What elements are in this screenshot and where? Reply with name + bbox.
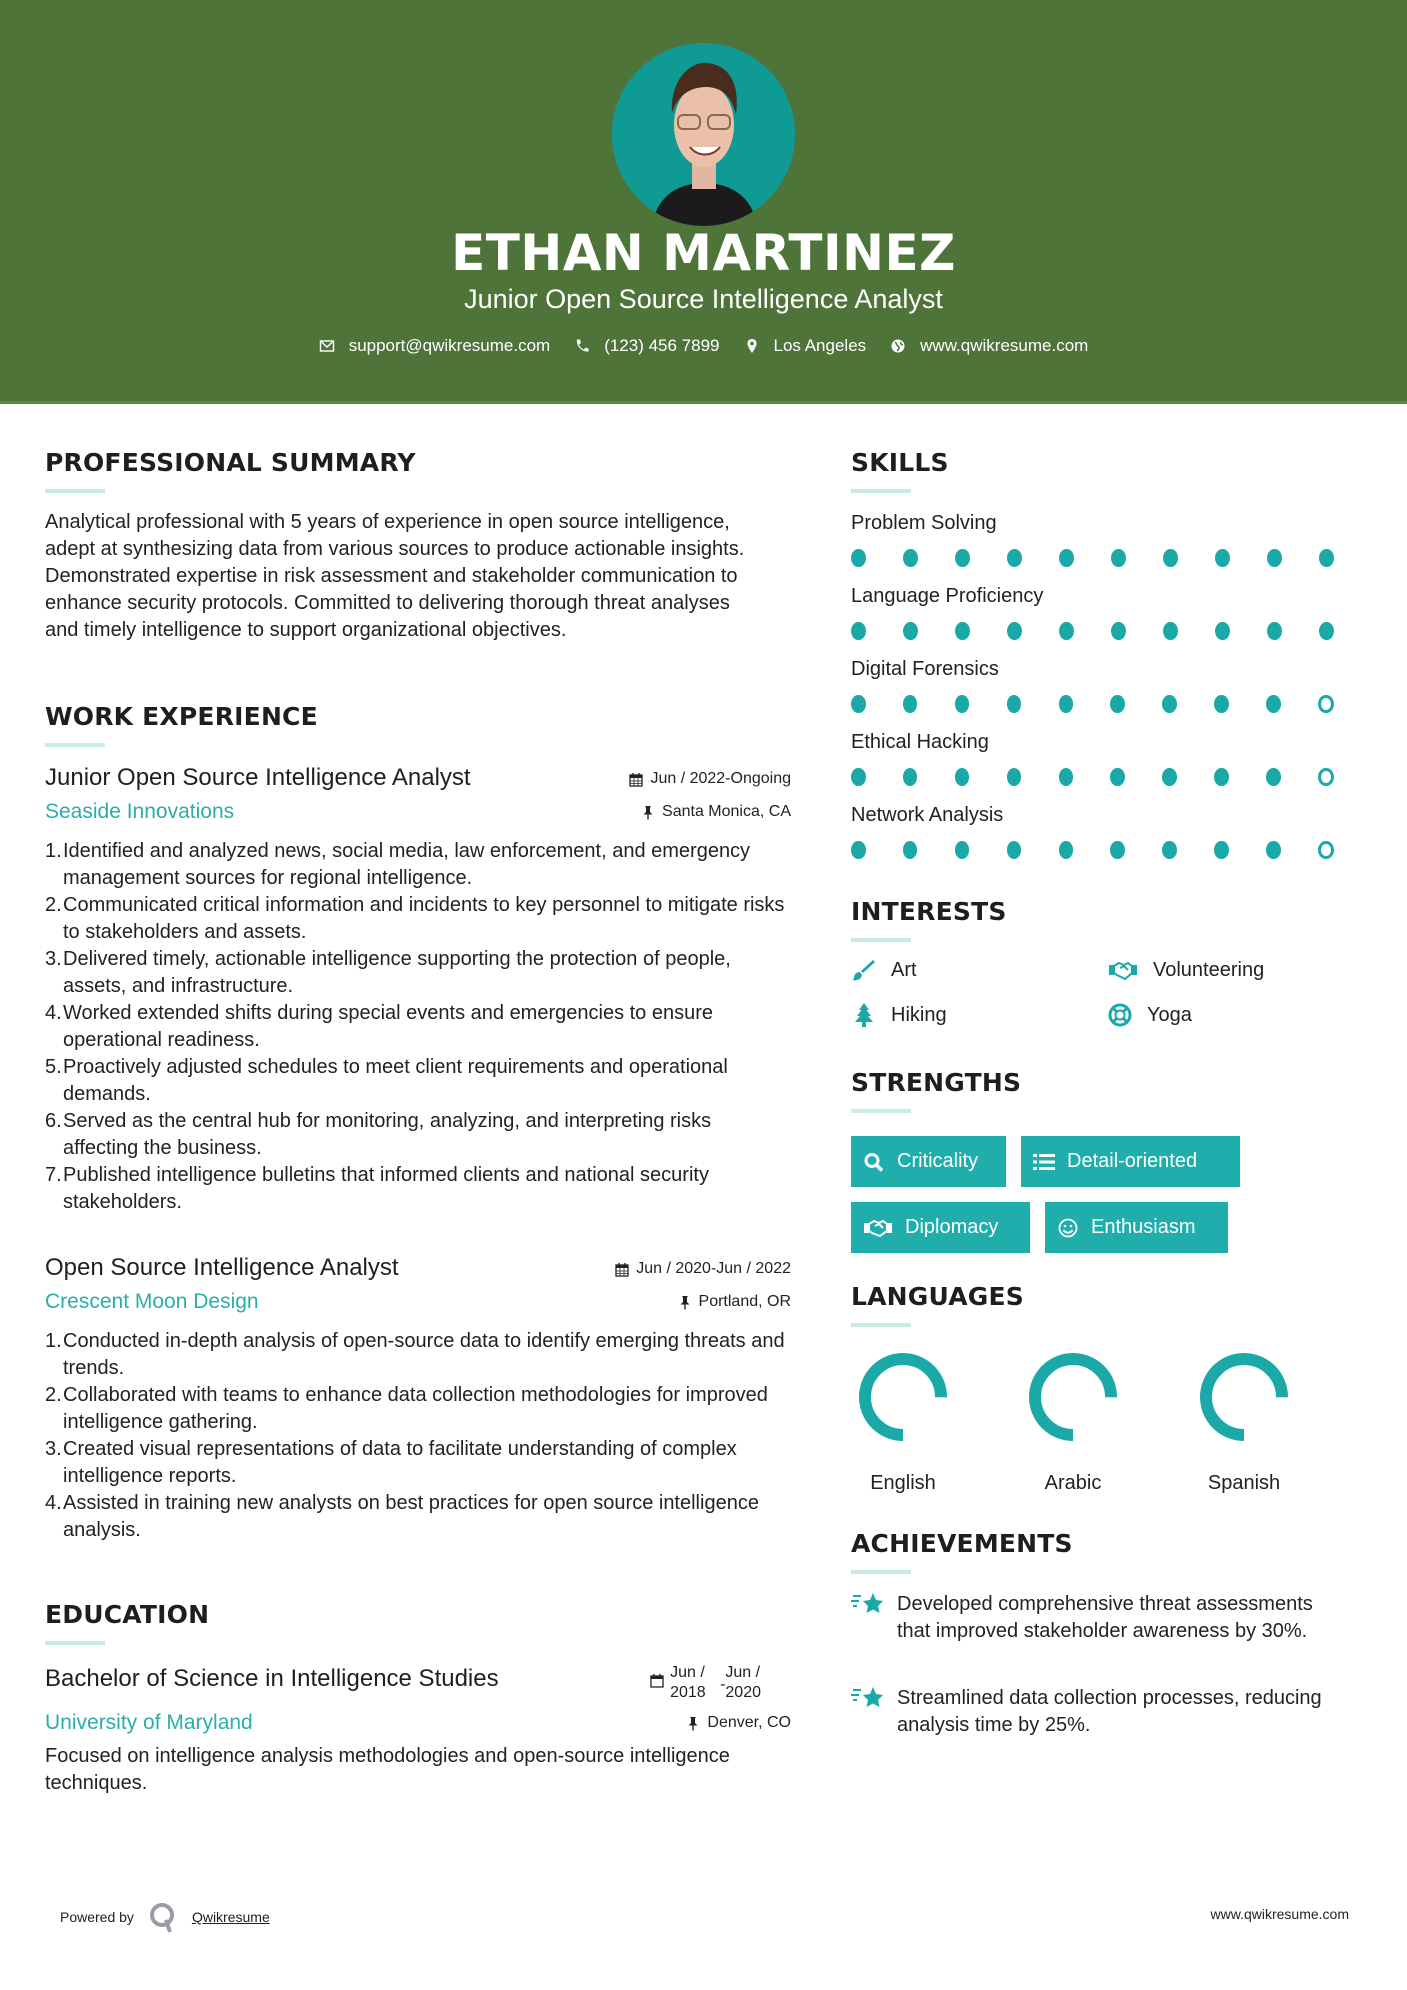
handshake-icon [1107, 958, 1139, 982]
skill-item: Ethical Hacking [851, 731, 1371, 786]
contact-website[interactable] [890, 336, 1088, 356]
language-item: Arabic [1003, 1352, 1143, 1495]
job-dates: Jun / 2022-Ongoing [629, 770, 791, 788]
section-accent-line [45, 1641, 105, 1645]
phone-icon [574, 338, 590, 354]
list-item: 1. Identified and analyzed news, social media, law enforcement, and emergency management sources for regional intelligence. [45, 840, 751, 889]
achievement-item: Streamlined data collection processes, reducing analysis time by 25%. [851, 1685, 1351, 1739]
interest-item: Art [851, 958, 917, 982]
envelope-icon [319, 338, 335, 354]
language-item: Spanish [1174, 1352, 1314, 1495]
interest-item: Volunteering [1107, 958, 1264, 982]
skill-rating [851, 841, 1371, 859]
contact-phone[interactable] [574, 336, 719, 356]
list-item: 2. Collaborated with teams to enhance data collection methodologies for improved intelligence gathering. [45, 1384, 768, 1433]
job-bullets [45, 1328, 791, 1544]
list-item: 1. Conducted in-depth analysis of open-source data to identify emerging threats and trends. [45, 1330, 785, 1379]
strength-badge: Enthusiasm [1045, 1202, 1228, 1253]
avatar-icon [612, 43, 795, 226]
interest-item: Hiking [851, 1003, 947, 1027]
map-marker-icon [744, 338, 760, 354]
list-item: 2. Communicated critical information and incidents to key personnel to mitigate risks to stakeholders and assets. [45, 894, 785, 943]
calendar-icon [629, 772, 643, 787]
strengths-section [851, 1068, 1021, 1113]
skill-item: Digital Forensics [851, 658, 1371, 713]
job-role: Open Source Intelligence Analyst [45, 1254, 399, 1281]
strength-badge: Detail-oriented [1021, 1136, 1240, 1187]
section-title: WORK EXPERIENCE [45, 702, 318, 731]
education-location: Denver, CO [686, 1714, 791, 1732]
section-title: PROFESSIONAL SUMMARY [45, 448, 416, 477]
summary-text: Analytical professional with 5 years of experience in open source intelligence, adept at synthesizing data from various sources to produce actionable insights. Demonstrated expertise in risk assessment and stakeholder communication to enhance security protocols. Committed to delivering thorough threat analyses and timely intelligence to support organizational objectives. [45, 511, 745, 641]
pushpin-icon [641, 805, 655, 820]
list-item: 3. Created visual representations of data to facilitate understanding of complex intelligence reports. [45, 1438, 737, 1487]
list-item: 4. Worked extended shifts during special events and emergencies to ensure operational readiness. [45, 1002, 714, 1051]
pushpin-icon [686, 1716, 700, 1731]
smile-icon [1057, 1218, 1079, 1238]
list-item: 5. Proactively adjusted schedules to meet client requirements and operational demands. [45, 1056, 728, 1105]
list-item: 7. Published intelligence bulletins that informed clients and national security stakeholders. [45, 1164, 709, 1213]
section-accent-line [851, 489, 911, 493]
search-icon [863, 1152, 885, 1172]
globe-icon [890, 338, 906, 354]
skill-item: Problem Solving [851, 512, 1371, 567]
strength-badge: Diplomacy [851, 1202, 1030, 1253]
qwikresume-link[interactable]: Qwikresume [191, 1909, 270, 1925]
calendar-icon [650, 1673, 664, 1688]
strength-badge: Criticality [851, 1136, 1006, 1187]
profile-photo [612, 43, 795, 226]
job-role: Junior Open Source Intelligence Analyst [45, 764, 471, 791]
life-ring-icon [1107, 1003, 1133, 1027]
progress-ring-icon [858, 1352, 948, 1442]
company-name: Crescent Moon Design [45, 1290, 259, 1313]
candidate-name: ETHAN MARTINEZ [451, 224, 956, 282]
section-title: ACHIEVEMENTS [851, 1529, 1073, 1558]
achievement-item: Developed comprehensive threat assessments that improved stakeholder awareness by 30%. [851, 1591, 1351, 1645]
section-accent-line [851, 1323, 911, 1327]
tree-icon [851, 1003, 877, 1027]
footer-website[interactable]: www.qwikresume.com [1210, 1906, 1349, 1922]
language-item: English [833, 1352, 973, 1495]
job-location: Portland, OR [678, 1293, 791, 1311]
skill-item: Network Analysis [851, 804, 1371, 859]
job-bullets [45, 838, 791, 1216]
progress-ring-icon [1028, 1352, 1118, 1442]
job-entry [45, 764, 791, 1216]
job-entry [45, 1254, 791, 1544]
section-title: EDUCATION [45, 1600, 210, 1629]
contact-location [744, 336, 867, 356]
education-section [45, 1600, 791, 1797]
skill-item: Language Proficiency [851, 585, 1371, 640]
list-item: 3. Delivered timely, actionable intelligence supporting the protection of people, assets, and infrastructure. [45, 948, 731, 997]
contact-phone-text: (123) 456 7899 [604, 336, 720, 355]
education-description: Focused on intelligence analysis methodologies and open-source intelligence techniques. [45, 1745, 730, 1794]
section-accent-line [45, 743, 105, 747]
section-accent-line [851, 938, 911, 942]
list-icon [1033, 1152, 1055, 1172]
contact-email-text: support@qwikresume.com [348, 336, 551, 355]
progress-ring-icon [1199, 1352, 1289, 1442]
section-title: STRENGTHS [851, 1068, 1022, 1097]
paintbrush-icon [851, 958, 877, 982]
pushpin-icon [678, 1295, 692, 1310]
skill-rating [851, 549, 1371, 567]
candidate-title: Junior Open Source Intelligence Analyst [464, 284, 943, 314]
summary-section [45, 448, 791, 644]
list-item: 6. Served as the central hub for monitoring, analyzing, and interpreting risks affecting the business. [45, 1110, 712, 1159]
section-accent-line [851, 1109, 911, 1113]
resume-header [0, 0, 1407, 404]
section-accent-line [851, 1570, 911, 1574]
contact-email[interactable] [319, 336, 551, 356]
interest-item: Yoga [1107, 1003, 1192, 1027]
shooting-star-icon [851, 1685, 885, 1711]
achievements-section [851, 1529, 1073, 1574]
contact-row [0, 336, 1407, 356]
skill-rating [851, 695, 1371, 713]
handshake-icon [863, 1218, 893, 1238]
shooting-star-icon [851, 1591, 885, 1617]
contact-location-text: Los Angeles [773, 336, 867, 355]
skill-rating [851, 622, 1371, 640]
footer-powered-by: Powered by Qwikresume [60, 1900, 270, 1934]
job-dates: Jun / 2020-Jun / 2022 [615, 1260, 791, 1278]
skills-section [851, 448, 949, 493]
company-name: Seaside Innovations [45, 800, 235, 823]
experience-section [45, 702, 791, 747]
degree-title: Bachelor of Science in Intelligence Studies [45, 1665, 499, 1692]
skill-rating [851, 768, 1371, 786]
section-accent-line [45, 489, 105, 493]
education-dates: Jun / 2018 - Jun / 2020 [650, 1663, 761, 1703]
header-bottom-border [0, 401, 1407, 404]
qwikresume-logo-icon [148, 1900, 178, 1934]
list-item: 4. Assisted in training new analysts on best practices for open source intelligence analysis. [45, 1492, 759, 1541]
job-location: Santa Monica, CA [641, 803, 791, 821]
school-name: University of Maryland [45, 1711, 253, 1734]
languages-section [851, 1282, 1024, 1327]
section-title: LANGUAGES [851, 1282, 1025, 1311]
calendar-icon [615, 1262, 629, 1277]
contact-website-text: www.qwikresume.com [920, 336, 1089, 355]
interests-section [851, 897, 1007, 942]
section-title: SKILLS [851, 448, 949, 477]
section-title: INTERESTS [851, 897, 1007, 926]
